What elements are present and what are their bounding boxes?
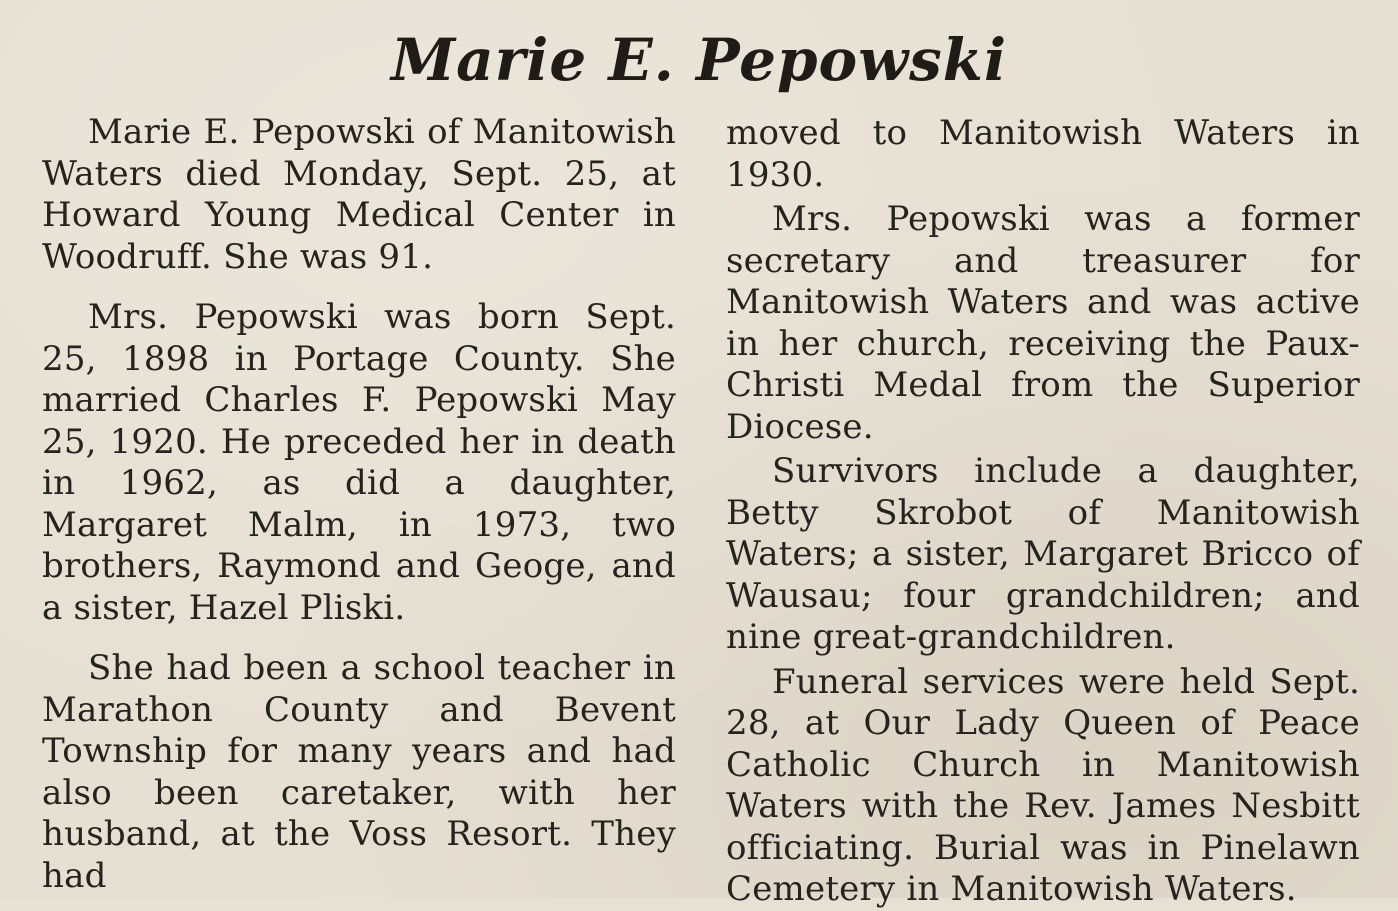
paragraph-birth-marriage: Mrs. Pepowski was born Sept. 25, 1898 in Portage County. She married Charles F. Pepowski May 25, 1920. He preceded her in death in 1962, as did a daughter, Margaret Malm, in 1973, two brothers, Raymond and Geoge, and a sister, Hazel Pliski. bbox=[42, 297, 676, 628]
paragraph-civic-activity: Mrs. Pepowski was a former secretary and treasurer for Manitowish Waters and was active in her church, receiving the Paux-Christi Medal from the Superior Diocese. bbox=[726, 199, 1360, 447]
obituary-title: Marie E. Pepowski bbox=[390, 26, 1008, 94]
right-column bbox=[726, 113, 1360, 911]
paragraph-survivors: Survivors include a daughter, Betty Skrobot of Manitowish Waters; a sister, Margaret Bricco of Wausau; four grandchildren; and nine great-grandchildren. bbox=[726, 451, 1360, 657]
paragraph-death-notice: Marie E. Pepowski of Manitowish Waters died Monday, Sept. 25, at Howard Young Medical Center in Woodruff. She was 91. bbox=[42, 112, 676, 277]
paragraph-career-continued: moved to Manitowish Waters in 1930. bbox=[726, 113, 1360, 195]
left-column bbox=[42, 112, 676, 897]
paragraph-funeral: Funeral services were held Sept. 28, at Our Lady Queen of Peace Catholic Church in Manitowish Waters with the Rev. James Nesbitt officiating. Burial was in Pinelawn Cemetery in Manitowish Waters. bbox=[726, 661, 1360, 909]
paragraph-career: She had been a school teacher in Marathon County and Bevent Township for many years and had also been caretaker, with her husband, at the Voss Resort. They had bbox=[42, 648, 676, 896]
